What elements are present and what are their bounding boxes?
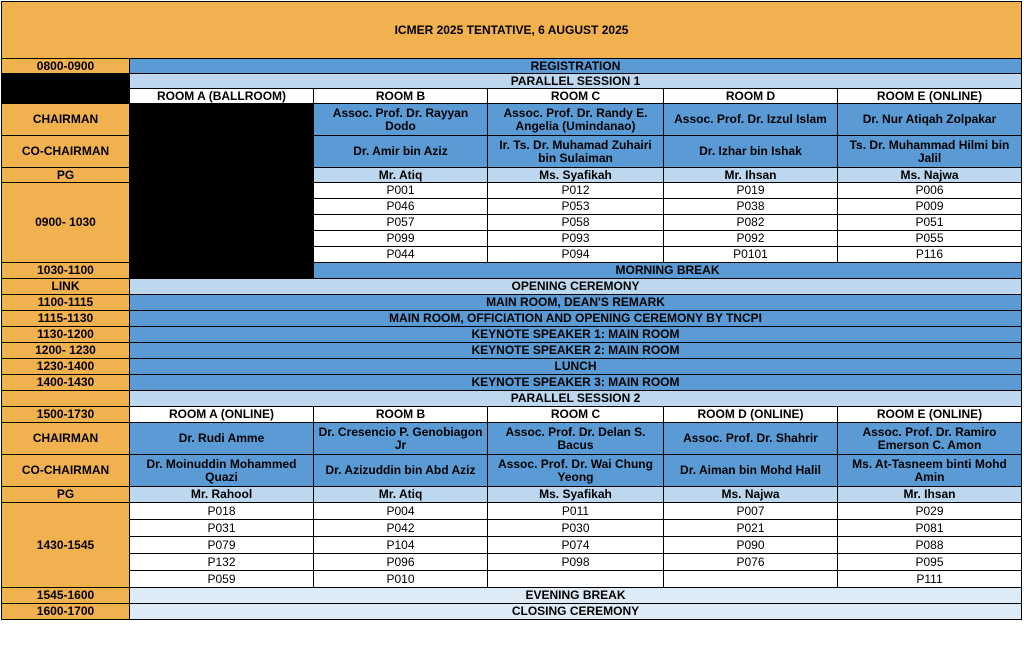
- paper-cell: P011: [488, 503, 664, 520]
- paper-cell: P042: [314, 520, 488, 537]
- s2-chairman-e: Assoc. Prof. Dr. Ramiro Emerson C. Amon: [838, 423, 1022, 455]
- s2-header-time: 1500-1730: [2, 407, 130, 423]
- paper-cell: P001: [314, 183, 488, 199]
- s1-pg-c: Ms. Syafikah: [488, 168, 664, 183]
- s1-chairman-e: Dr. Nur Atiqah Zolpakar: [838, 104, 1022, 136]
- s1-room-d: ROOM D: [664, 89, 838, 104]
- paper-cell: P099: [314, 231, 488, 247]
- paper-cell: P038: [664, 199, 838, 215]
- paper-cell: P029: [838, 503, 1022, 520]
- paper-cell: P111: [838, 571, 1022, 588]
- s1-chairman-d: Assoc. Prof. Dr. Izzul Islam: [664, 104, 838, 136]
- s1-cochairman-e: Ts. Dr. Muhammad Hilmi bin Jalil: [838, 136, 1022, 168]
- s2-pg-label: PG: [2, 487, 130, 503]
- paper-cell: P058: [488, 215, 664, 231]
- s1-cochairman-d: Dr. Izhar bin Ishak: [664, 136, 838, 168]
- paper-cell: P098: [488, 554, 664, 571]
- agenda-time: 1130-1200: [2, 327, 130, 343]
- agenda-time: 1030-1100: [2, 263, 130, 279]
- s2-chairman-b: Dr. Cresencio P. Genobiagon Jr: [314, 423, 488, 455]
- s1-pg-label: PG: [2, 168, 130, 183]
- paper-cell: P010: [314, 571, 488, 588]
- paper-cell: P059: [130, 571, 314, 588]
- agenda-label: KEYNOTE SPEAKER 3: MAIN ROOM: [130, 375, 1022, 391]
- paper-cell: [664, 571, 838, 588]
- paper-cell: P116: [838, 247, 1022, 263]
- agenda-label: OPENING CEREMONY: [130, 279, 1022, 295]
- agenda-label: MAIN ROOM, OFFICIATION AND OPENING CEREMONY BY TNCPI: [130, 311, 1022, 327]
- agenda-label: MAIN ROOM, DEAN'S REMARK: [130, 295, 1022, 311]
- s2-room-a: ROOM A (ONLINE): [130, 407, 314, 423]
- s1-pg-b: Mr. Atiq: [314, 168, 488, 183]
- agenda-time: LINK: [2, 279, 130, 295]
- paper-cell: P019: [664, 183, 838, 199]
- s2-time: 1430-1545: [2, 503, 130, 588]
- s2-cochairman-d: Dr. Aiman bin Mohd Halil: [664, 455, 838, 487]
- s2-pg-e: Mr. Ihsan: [838, 487, 1022, 503]
- s2-room-c: ROOM C: [488, 407, 664, 423]
- paper-cell: P051: [838, 215, 1022, 231]
- schedule-table: [1, 1, 1022, 620]
- paper-cell: P074: [488, 537, 664, 554]
- closing-label: CLOSING CEREMONY: [130, 604, 1022, 620]
- s2-cochairman-b: Dr. Azizuddin bin Abd Aziz: [314, 455, 488, 487]
- s1-room-a: ROOM A (BALLROOM): [130, 89, 314, 104]
- closing-time: 1600-1700: [2, 604, 130, 620]
- paper-cell: P004: [314, 503, 488, 520]
- s1-cochairman-label: CO-CHAIRMAN: [2, 136, 130, 168]
- paper-cell: P076: [664, 554, 838, 571]
- s2-pg-a: Mr. Rahool: [130, 487, 314, 503]
- agenda-time: 1400-1430: [2, 375, 130, 391]
- s2-cochairman-c: Assoc. Prof. Dr. Wai Chung Yeong: [488, 455, 664, 487]
- paper-cell: P018: [130, 503, 314, 520]
- paper-cell: P093: [488, 231, 664, 247]
- paper-cell: P096: [314, 554, 488, 571]
- s2-room-d: ROOM D (ONLINE): [664, 407, 838, 423]
- paper-cell: P046: [314, 199, 488, 215]
- blank-cell: [2, 391, 130, 407]
- agenda-label: MORNING BREAK: [314, 263, 1022, 279]
- s1-room-c: ROOM C: [488, 89, 664, 104]
- s1-cochairman-b: Dr. Amir bin Aziz: [314, 136, 488, 168]
- agenda-label: LUNCH: [130, 359, 1022, 375]
- s2-chairman-label: CHAIRMAN: [2, 423, 130, 455]
- closing-time: 1545-1600: [2, 588, 130, 604]
- paper-cell: P0101: [664, 247, 838, 263]
- paper-cell: P079: [130, 537, 314, 554]
- paper-cell: P082: [664, 215, 838, 231]
- s2-pg-c: Ms. Syafikah: [488, 487, 664, 503]
- paper-cell: P006: [838, 183, 1022, 199]
- paper-cell: P094: [488, 247, 664, 263]
- schedule-title: ICMER 2025 TENTATIVE, 6 AUGUST 2025: [2, 2, 1022, 59]
- s2-pg-b: Mr. Atiq: [314, 487, 488, 503]
- agenda-label: KEYNOTE SPEAKER 1: MAIN ROOM: [130, 327, 1022, 343]
- s1-room-b: ROOM B: [314, 89, 488, 104]
- s2-room-e: ROOM E (ONLINE): [838, 407, 1022, 423]
- s1-room-e: ROOM E (ONLINE): [838, 89, 1022, 104]
- paper-cell: P081: [838, 520, 1022, 537]
- agenda-time: 1200- 1230: [2, 343, 130, 359]
- s2-room-b: ROOM B: [314, 407, 488, 423]
- s1-chairman-c: Assoc. Prof. Dr. Randy E. Angelia (Umindanao): [488, 104, 664, 136]
- paper-cell: P055: [838, 231, 1022, 247]
- paper-cell: P095: [838, 554, 1022, 571]
- s1-pg-d: Mr. Ihsan: [664, 168, 838, 183]
- agenda-label: KEYNOTE SPEAKER 2: MAIN ROOM: [130, 343, 1022, 359]
- paper-cell: P088: [838, 537, 1022, 554]
- paper-cell: [488, 571, 664, 588]
- blank-cell: [2, 74, 130, 104]
- registration-label: REGISTRATION: [130, 59, 1022, 74]
- paper-cell: P021: [664, 520, 838, 537]
- agenda-time: 1230-1400: [2, 359, 130, 375]
- s2-chairman-a: Dr. Rudi Amme: [130, 423, 314, 455]
- s1-chairman-b: Assoc. Prof. Dr. Rayyan Dodo: [314, 104, 488, 136]
- agenda-time: 1100-1115: [2, 295, 130, 311]
- paper-cell: P030: [488, 520, 664, 537]
- paper-cell: P009: [838, 199, 1022, 215]
- agenda-time: 1115-1130: [2, 311, 130, 327]
- paper-cell: P031: [130, 520, 314, 537]
- s2-cochairman-e: Ms. At-Tasneem binti Mohd Amin: [838, 455, 1022, 487]
- s1-pg-e: Ms. Najwa: [838, 168, 1022, 183]
- s2-chairman-d: Assoc. Prof. Dr. Shahrir: [664, 423, 838, 455]
- paper-cell: P132: [130, 554, 314, 571]
- paper-cell: P012: [488, 183, 664, 199]
- session1-label: PARALLEL SESSION 1: [130, 74, 1022, 89]
- s1-cochairman-c: Ir. Ts. Dr. Muhamad Zuhairi bin Sulaiman: [488, 136, 664, 168]
- s1-room-a-note: PREPARATION FOR OPENING CEREMONY: [130, 104, 314, 279]
- s2-cochairman-a: Dr. Moinuddin Mohammed Quazi: [130, 455, 314, 487]
- closing-label: EVENING BREAK: [130, 588, 1022, 604]
- paper-cell: P053: [488, 199, 664, 215]
- paper-cell: P044: [314, 247, 488, 263]
- paper-cell: P057: [314, 215, 488, 231]
- paper-cell: P007: [664, 503, 838, 520]
- s2-pg-d: Ms. Najwa: [664, 487, 838, 503]
- s2-chairman-c: Assoc. Prof. Dr. Delan S. Bacus: [488, 423, 664, 455]
- s2-cochairman-label: CO-CHAIRMAN: [2, 455, 130, 487]
- paper-cell: P090: [664, 537, 838, 554]
- paper-cell: P092: [664, 231, 838, 247]
- paper-cell: P104: [314, 537, 488, 554]
- session2-label: PARALLEL SESSION 2: [130, 391, 1022, 407]
- s1-chairman-label: CHAIRMAN: [2, 104, 130, 136]
- s1-time: 0900- 1030: [2, 183, 130, 263]
- time-registration: 0800-0900: [2, 59, 130, 74]
